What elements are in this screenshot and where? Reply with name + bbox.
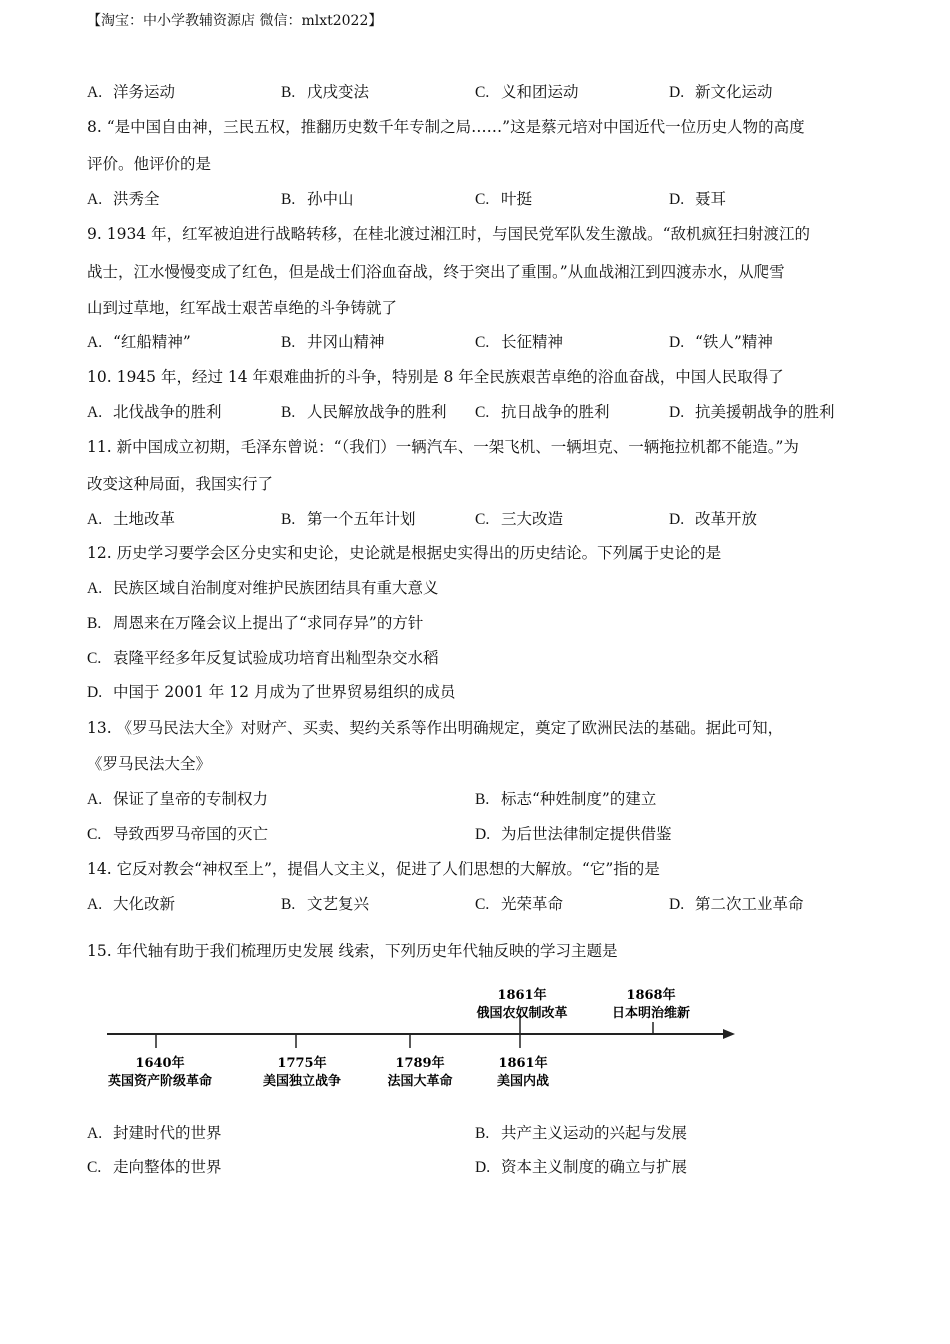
timeline-above-year-2: 1868年 (626, 988, 676, 1003)
q14-option-b[interactable]: B. 文艺复兴 (281, 895, 370, 913)
q12-option-c[interactable]: C. 袁隆平经多年反复试验成功培育出籼型杂交水稻 (87, 649, 439, 667)
q10-option-b[interactable]: B. 人民解放战争的胜利 (281, 403, 447, 421)
timeline-below-event-3: 法国大革命 (387, 1074, 453, 1089)
q11-option-a[interactable]: A. 土地改革 (87, 510, 176, 528)
timeline-below-year-1: 1640年 (135, 1056, 185, 1071)
q14-stem-line1: 14. 它反对教会“神权至上”，提倡人文主义，促进了人们思想的大解放。“它”指的是 (87, 860, 660, 878)
timeline-figure (85, 980, 745, 1100)
q14-option-a[interactable]: A. 大化改新 (87, 895, 176, 913)
q13-option-b[interactable]: B. 标志“种姓制度”的建立 (475, 790, 657, 808)
q15-option-d[interactable]: D. 资本主义制度的确立与扩展 (475, 1158, 688, 1176)
header-banner: 【淘宝：中小学教辅资源店 微信：mlxt2022】 (87, 13, 383, 29)
timeline-above-event-1: 俄国农奴制改革 (476, 1006, 568, 1021)
q7-option-d[interactable]: D. 新文化运动 (669, 83, 773, 101)
q12-stem-line1: 12. 历史学习要学会区分史实和史论，史论就是根据史实得出的历史结论。下列属于史论的是 (87, 544, 722, 562)
timeline-below-event-2: 美国独立战争 (262, 1074, 342, 1089)
q10-option-a[interactable]: A. 北伐战争的胜利 (87, 403, 222, 421)
q11-stem-line2: 改变这种局面，我国实行了 (87, 475, 274, 493)
timeline-above-event-2: 日本明治维新 (611, 1006, 691, 1021)
q9-option-a[interactable]: A. “红船精神” (87, 333, 191, 351)
q9-stem-line2: 战士，江水慢慢变成了红色，但是战士们浴血奋战，终于突出了重围。”从血战湘江到四渡赤水，从爬雪 (87, 263, 785, 281)
q8-stem-line2: 评价。他评价的是 (87, 155, 212, 173)
q9-stem-line3: 山到过草地，红军战士艰苦卓绝的斗争铸就了 (87, 299, 398, 317)
q12-option-d[interactable]: D. 中国于 2001 年 12 月成为了世界贸易组织的成员 (87, 683, 456, 701)
q10-stem-line1: 10. 1945 年，经过 14 年艰难曲折的斗争，特别是 8 年全民族艰苦卓绝的浴血奋战，中国人民取得了 (87, 368, 784, 386)
q7-option-b[interactable]: B. 戊戌变法 (281, 83, 370, 101)
timeline-below-event-1: 英国资产阶级革命 (107, 1074, 213, 1089)
q13-option-a[interactable]: A. 保证了皇帝的专制权力 (87, 790, 269, 808)
q8-option-c[interactable]: C. 叶挺 (475, 190, 533, 208)
q8-option-b[interactable]: B. 孙中山 (281, 190, 354, 208)
q11-option-b[interactable]: B. 第一个五年计划 (281, 510, 416, 528)
timeline-below-event-4: 美国内战 (496, 1074, 550, 1089)
q10-option-c[interactable]: C. 抗日战争的胜利 (475, 403, 610, 421)
q7-option-c[interactable]: C. 义和团运动 (475, 83, 579, 101)
q11-stem-line1: 11. 新中国成立初期，毛泽东曾说：“（我们）一辆汽车、一架飞机、一辆坦克、一辆拖拉机都不能造。”为 (87, 438, 799, 456)
timeline-above-year-1: 1861年 (497, 988, 547, 1003)
q9-option-b[interactable]: B. 井冈山精神 (281, 333, 385, 351)
q8-option-a[interactable]: A. 洪秀全 (87, 190, 160, 208)
q13-option-d[interactable]: D. 为后世法律制定提供借鉴 (475, 825, 672, 843)
q10-option-d[interactable]: D. 抗美援朝战争的胜利 (669, 403, 835, 421)
q8-option-d[interactable]: D. 聂耳 (669, 190, 727, 208)
q13-option-c[interactable]: C. 导致西罗马帝国的灭亡 (87, 825, 269, 843)
q13-stem-line1: 13. 《罗马民法大全》对财产、买卖、契约关系等作出明确规定，奠定了欧洲民法的基础。据此可知， (87, 719, 784, 737)
q15-stem-line1: 15. 年代轴有助于我们梳理历史发展 线索，下列历史年代轴反映的学习主题是 (87, 942, 618, 960)
q9-option-c[interactable]: C. 长征精神 (475, 333, 564, 351)
q15-option-c[interactable]: C. 走向整体的世界 (87, 1158, 222, 1176)
q12-option-a[interactable]: A. 民族区域自治制度对维护民族团结具有重大意义 (87, 579, 439, 597)
q14-option-d[interactable]: D. 第二次工业革命 (669, 895, 804, 913)
timeline-below-year-4: 1861年 (498, 1056, 548, 1071)
q7-option-a[interactable]: A. 洋务运动 (87, 83, 176, 101)
timeline-arrow-icon (723, 1029, 735, 1039)
q14-option-c[interactable]: C. 光荣革命 (475, 895, 564, 913)
q9-stem-line1: 9. 1934 年，红军被迫进行战略转移，在桂北渡过湘江时，与国民党军队发生激战。“敌机疯狂扫射渡江的 (87, 225, 811, 243)
q8-stem-line1: 8. “是中国自由神，三民五权，推翻历史数千年专制之局……”这是蔡元培对中国近代一位历史人物的高度 (87, 118, 805, 136)
timeline-below-year-2: 1775年 (277, 1056, 327, 1071)
q11-option-c[interactable]: C. 三大改造 (475, 510, 564, 528)
timeline-below-year-3: 1789年 (395, 1056, 445, 1071)
q12-option-b[interactable]: B. 周恩来在万隆会议上提出了“求同存异”的方针 (87, 614, 424, 632)
q13-stem-line2: 《罗马民法大全》 (87, 755, 212, 773)
q11-option-d[interactable]: D. 改革开放 (669, 510, 758, 528)
q15-option-b[interactable]: B. 共产主义运动的兴起与发展 (475, 1124, 688, 1142)
q15-option-a[interactable]: A. 封建时代的世界 (87, 1124, 222, 1142)
q9-option-d[interactable]: D. “铁人”精神 (669, 333, 773, 351)
